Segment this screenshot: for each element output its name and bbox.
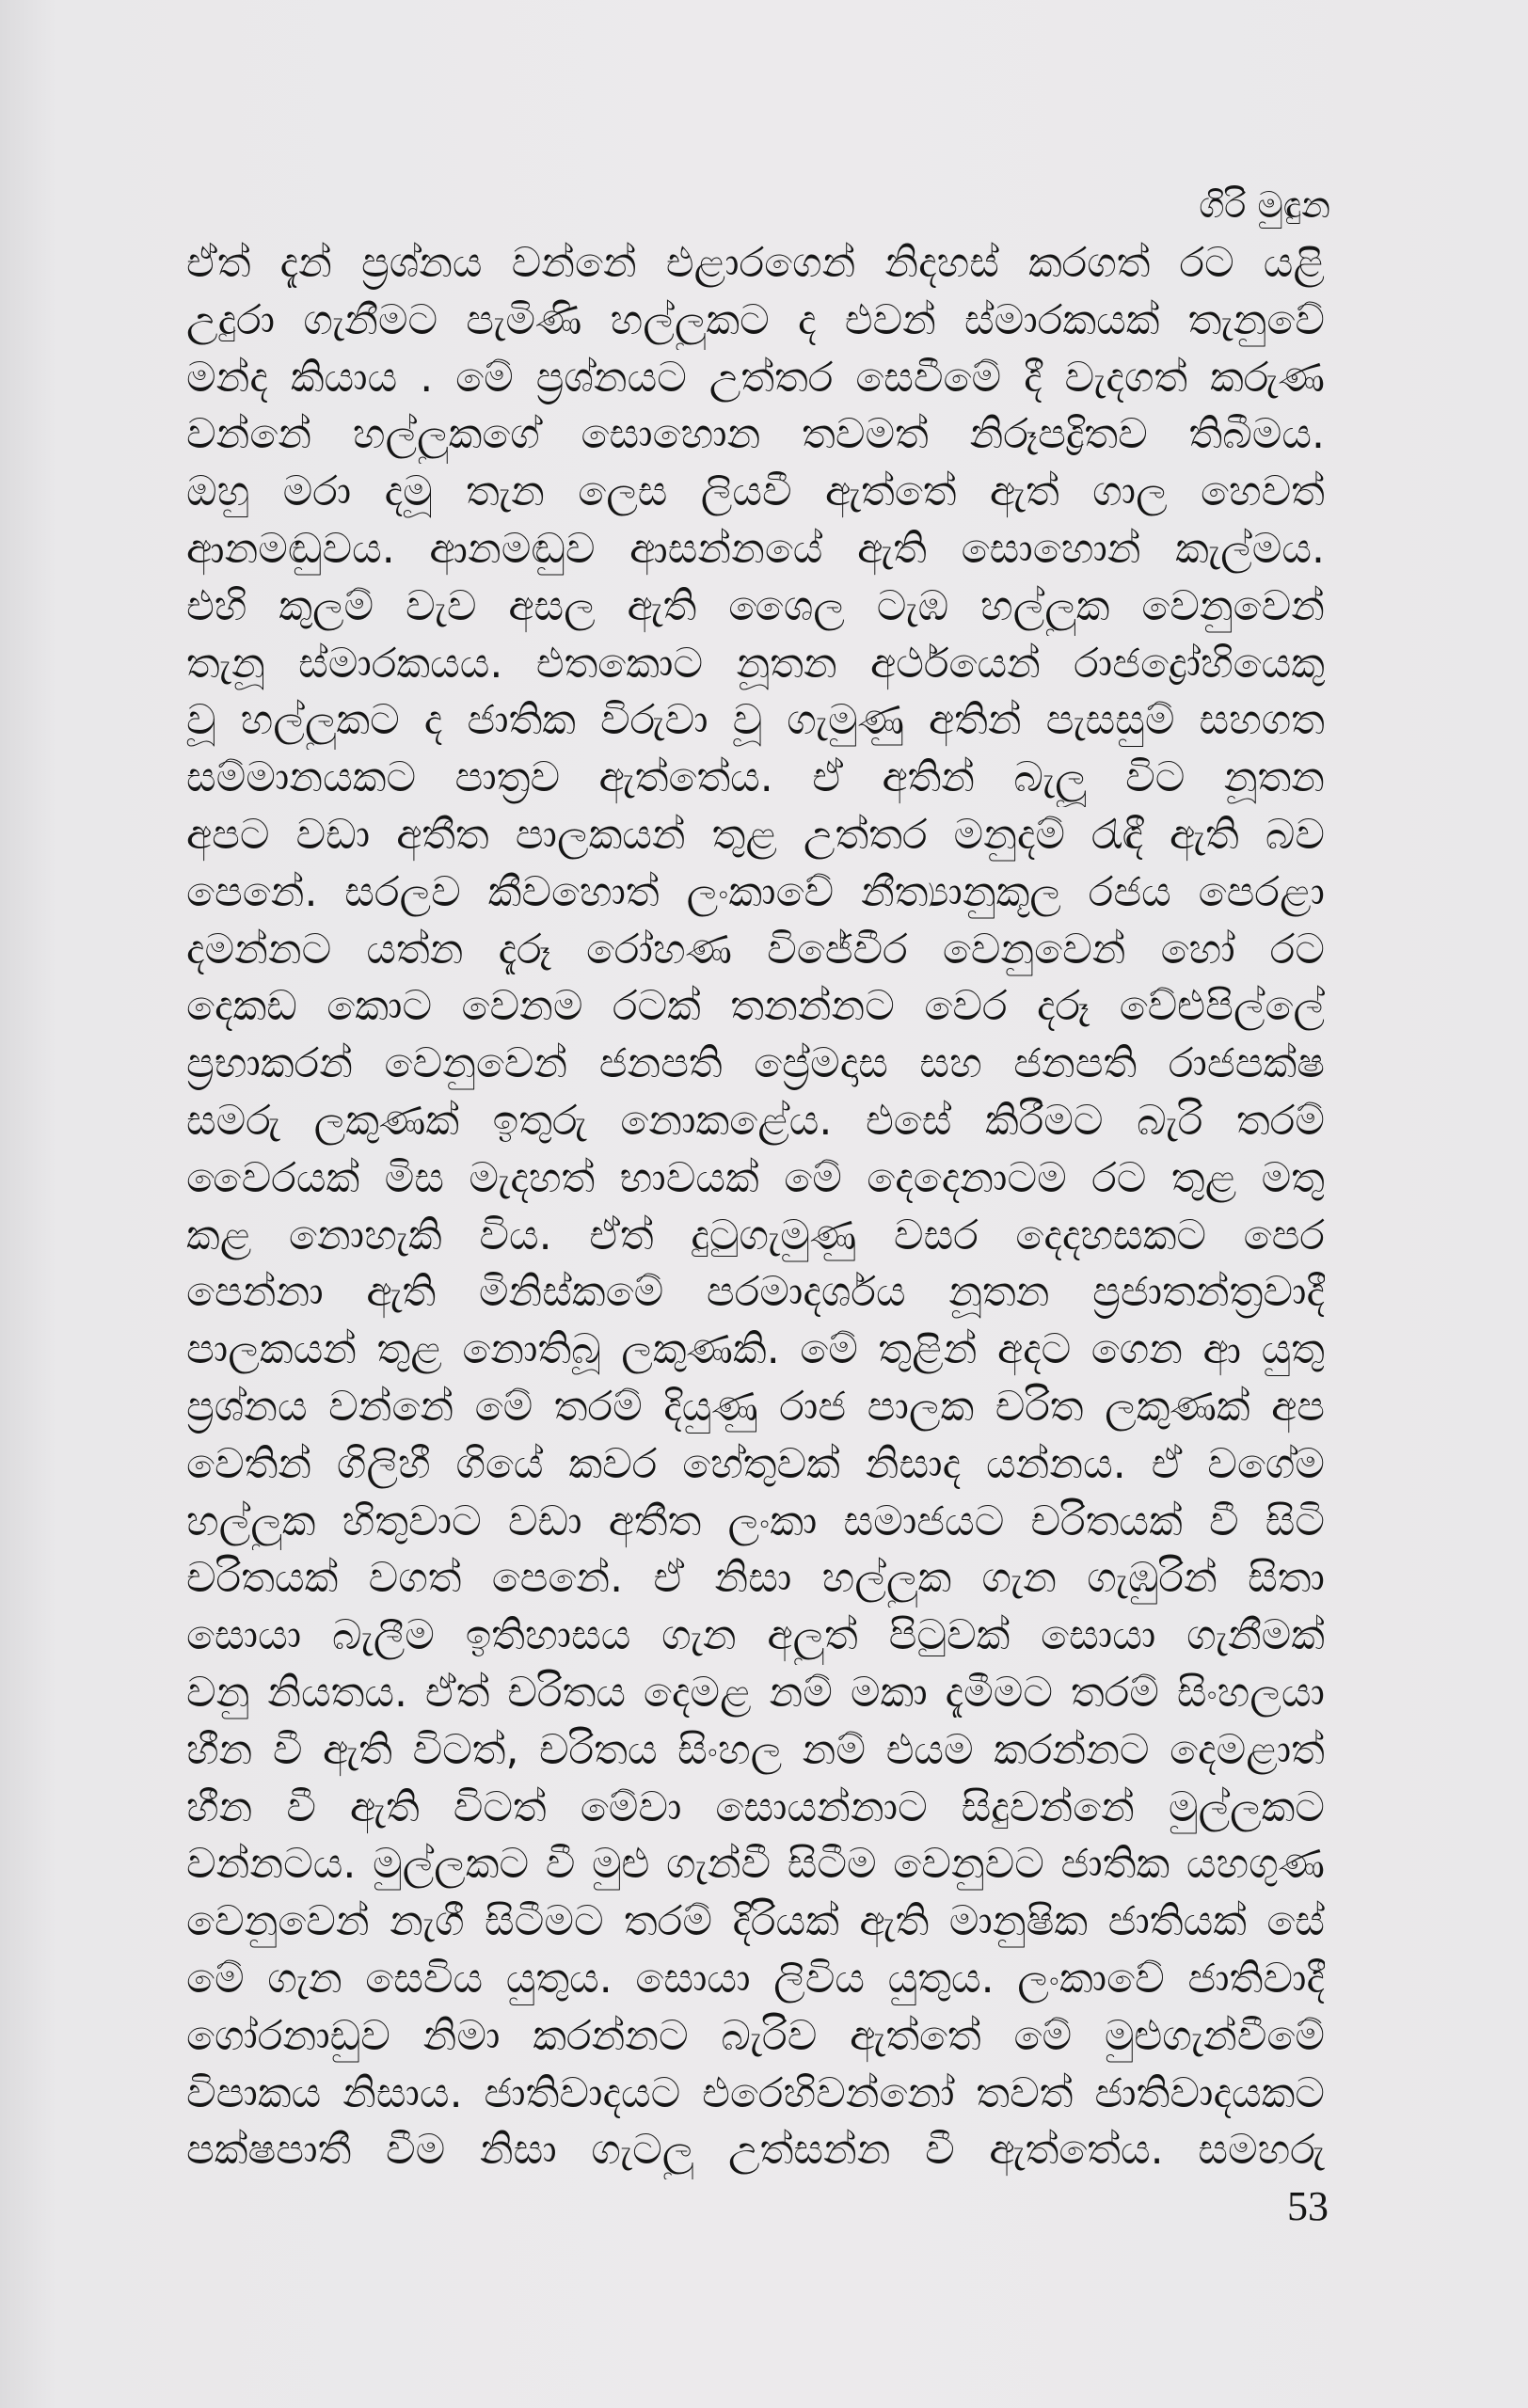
text-line: තැනූ ස්මාරකයය. එතකොට නූතන අර්ථයෙන් රාජද්‍රෝහියෙකු [186,639,1325,688]
text-line: වෙතින් ගිලිහී ගියේ කවර හේතුවක් නිසාද යන්නය. ඒ වගේම [186,1439,1325,1488]
page-number: 53 [1287,2183,1329,2229]
text-line: පක්ෂපාතී වීම නිසා ගැටලු උත්සන්න වී ඇත්තේය. සමහරු [186,2126,1325,2175]
text-line: ගෝරනාඩුව නිමා කරන්නට බැරිව ඇත්තේ මේ මුළුගැන්වීමේ [186,2011,1325,2060]
text-line: සොයා බැලීම ඉතිහාසය ගැන අලුත් පිටුවක් සොයා ගැනීමක් [186,1611,1325,1660]
text-line: හල්ලුක හිතුවාට වඩා අතීත ලංකා සමාජයට චරිතයක් වී සිටි [186,1497,1325,1545]
text-line: වෙනුවෙන් නැගී සිටීමට තරම් දිරියක් ඇති මානුෂික ජාතියක් සේ [186,1897,1325,1946]
text-line: පෙන්නා ඇති මිනිස්කමේ පරමාදර්ශය නූතන ප්‍රජාතන්ත්‍රවාදී [186,1268,1325,1317]
text-line: ප්‍රශ්නය වන්නේ මේ තරම් දියුණු රාජ පාලක චරිත ලකුණක් අප [186,1382,1325,1431]
text-line: වෛරයක් මිස මැදහත් භාවයක් මේ දෙදෙනාටම රට තුළ මතු [186,1153,1325,1202]
text-line: ප්‍රභාකරන් වෙනුවෙන් ජනපති ප්‍රේමදාස සහ ජනපති රාජපක්ෂ [186,1039,1325,1088]
text-line: මන්ද කියාය . මේ ප්‍රශ්නයට උත්තර සෙවීමේ දී වැදගත් කරුණ [186,353,1325,402]
text-line: වන්නේ හල්ලුකගේ සොහොන තවමත් නිරූපද්‍රිතව තිබීමය. [186,410,1325,459]
text-line: අපට වඩා අතීත පාලකයන් තුළ උත්තර මනුදම් රැඳී ඇති බව [186,810,1325,859]
text-line: හීන වී ඇති විටත්, චරිතය සිංහල නම් එයම කරන්නට දෙමළාත් [186,1725,1325,1774]
text-line: සම්මානයකට පාත්‍රව ඇත්තේය. ඒ අතින් බැලූ විට නූතන [186,753,1325,802]
text-line: කළ නොහැකි විය. ඒත් දුටුගැමුණු වසර දෙදහසකට පෙර [186,1211,1325,1259]
text-line: උදුරා ගැනීමට පැමිණි හල්ලුකට ද එවන් ස්මාරකයක් තැනුවේ [186,295,1325,344]
text-line: දෙකඩ කොට වෙනම රටක් තනන්නට වෙර දරූ වේළුපිල්ලේ [186,982,1325,1031]
text-line: හීන වී ඇති විටත් මේවා සොයන්නාට සිදුවන්නේ මුල්ලකට [186,1782,1325,1831]
text-line: වූ හල්ලුකට ද ජාතික විරුවා වූ ගැමුණු අතින් පැසසුම් සහගත [186,696,1325,745]
text-line: ඔහු මරා දමූ තැන ලෙස ලියවී ඇත්තේ ඇත් ගාල හෙවත් [186,467,1325,516]
text-line: වනු නියතය. ඒත් චරිතය දෙමළ නම් මකා දැමීමට තරම් සිංහලයා [186,1668,1325,1717]
text-line: ආනමඬුවය. ආනමඬුව ආසන්නයේ ඇති සොහොන් කැල්මය. [186,524,1325,573]
text-line: ඒත් දැන් ප්‍රශ්නය වන්නේ එළාරගෙන් නිදහස් කරගත් රට යළි [186,239,1325,287]
text-line: එහි කුලම් වැව අසල ඇති ශෛල ටැඹ හල්ලුක වෙනුවෙන් [186,581,1325,630]
text-line: විපාකය නිසාය. ජාතිවාදයට එරෙහිවන්නෝ තවත් ජාතිවාදයකට [186,2068,1325,2117]
text-line: සමරු ලකුණක් ඉතුරු නොකළේය. එසේ කිරීමට බැරි තරම් [186,1096,1325,1145]
text-line: පෙනේ. සරලව කීවහොත් ලංකාවේ නීත්‍යානුකූල රජය පෙරළා [186,867,1325,916]
text-line: මේ ගැන සෙවිය යුතුය. සොයා ලිවිය යුතුය. ලංකාවේ ජාතිවාදී [186,1954,1325,2003]
text-line: වන්නටය. මුල්ලකට වී මුළු ගැන්වී සිටීම වෙනුවට ජාතික යහගුණ [186,1840,1325,1889]
text-line: දමන්නට යත්න දැරූ රෝහණ විජේවීර වෙනුවෙන් හෝ රට [186,925,1325,974]
running-header: ගිරි මුඳුන [1199,184,1330,226]
body-text [186,235,1325,2179]
text-line: පාලකයන් තුළ නොතිබූ ලකුණකි. මේ තුළින් අදට ගෙන ආ යුතු [186,1325,1325,1374]
text-line: චරිතයක් වගත් පෙනේ. ඒ නිසා හල්ලුක ගැන ගැඹුරින් සිතා [186,1554,1325,1603]
